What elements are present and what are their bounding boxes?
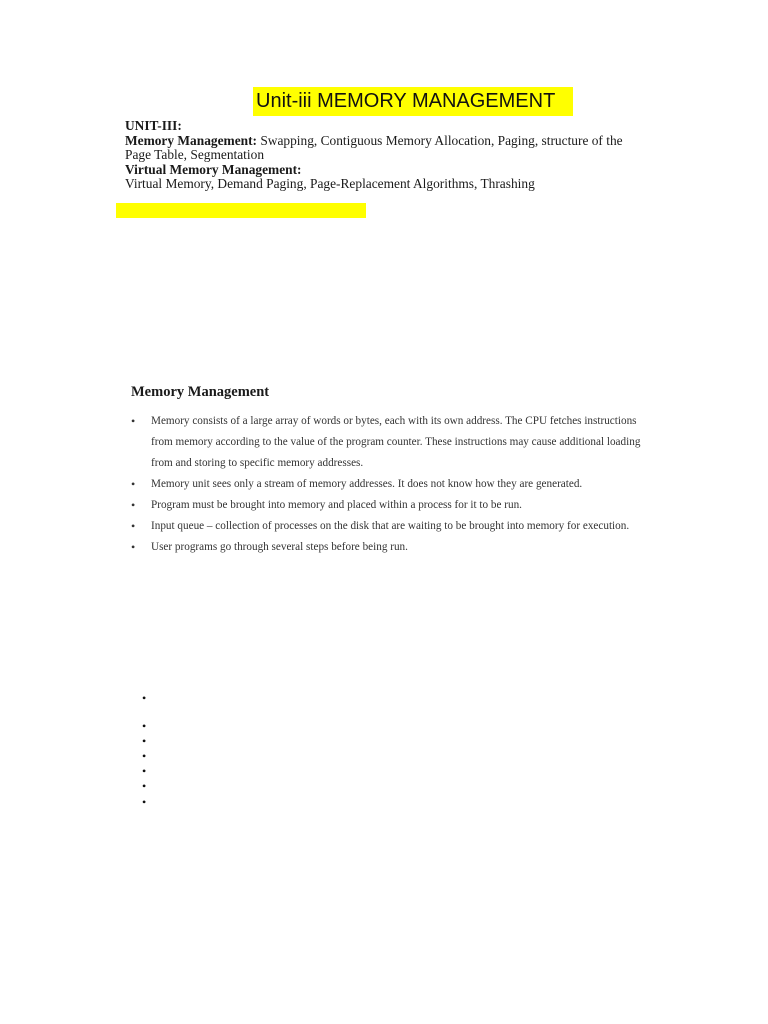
mm-label: Memory Management: (125, 132, 257, 148)
syllabus-block (125, 119, 725, 192)
empty-bullet: • (142, 691, 147, 705)
list-item (131, 516, 651, 537)
bullet-text: Memory consists of a large array of words or bytes, each with its own address. The CPU fetches instructions from memory according to the value of the program counter. These instructions may cause additional loading from and storing to specific memory addresses. (151, 415, 641, 469)
bullet-text: Memory unit sees only a stream of memory addresses. It does not know how they are generated. (151, 478, 583, 490)
bullet-text: Program must be brought into memory and placed within a process for it to be run. (151, 499, 522, 511)
bullet-text: Input queue – collection of processes on the disk that are waiting to be brought into memory for execution. (151, 520, 630, 532)
bullet-dot: • (131, 498, 136, 512)
list-item (131, 474, 651, 495)
list-item (131, 495, 651, 516)
highlight-bar (116, 203, 366, 218)
empty-bullet: • (142, 749, 147, 763)
empty-bullet: • (142, 795, 147, 809)
bullet-dot: • (131, 540, 136, 554)
mm-topics: Swapping, Contiguous Memory Allocation, Paging, structure of the (257, 132, 623, 148)
mm-topics-cont: Page Table, Segmentation (125, 147, 265, 162)
section-heading: Memory Management (131, 384, 270, 400)
list-item (131, 537, 651, 558)
empty-bullet: • (142, 764, 147, 778)
list-item (131, 411, 651, 474)
bullet-dot: • (131, 477, 136, 491)
bullet-dot: • (131, 519, 136, 533)
syllabus-mm-line (125, 134, 725, 149)
syllabus-vmm-line (125, 163, 725, 178)
syllabus-mm-cont-line (125, 148, 725, 163)
vmm-label: Virtual Memory Management: (125, 161, 302, 177)
vmm-topics: Virtual Memory, Demand Paging, Page-Replacement Algorithms, Thrashing (125, 176, 535, 191)
empty-bullet: • (142, 719, 147, 733)
bullet-text: User programs go through several steps before being run. (151, 541, 408, 553)
unit-label: UNIT-III: (125, 118, 182, 133)
syllabus-vmm-topics-line (125, 177, 725, 192)
bullet-dot: • (131, 414, 136, 428)
syllabus-unit-line (125, 119, 725, 134)
page-title: Unit-iii MEMORY MANAGEMENT (253, 87, 573, 116)
empty-bullet: • (142, 734, 147, 748)
empty-bullet: • (142, 779, 147, 793)
memory-management-section (131, 384, 651, 558)
bullet-list (131, 411, 651, 558)
